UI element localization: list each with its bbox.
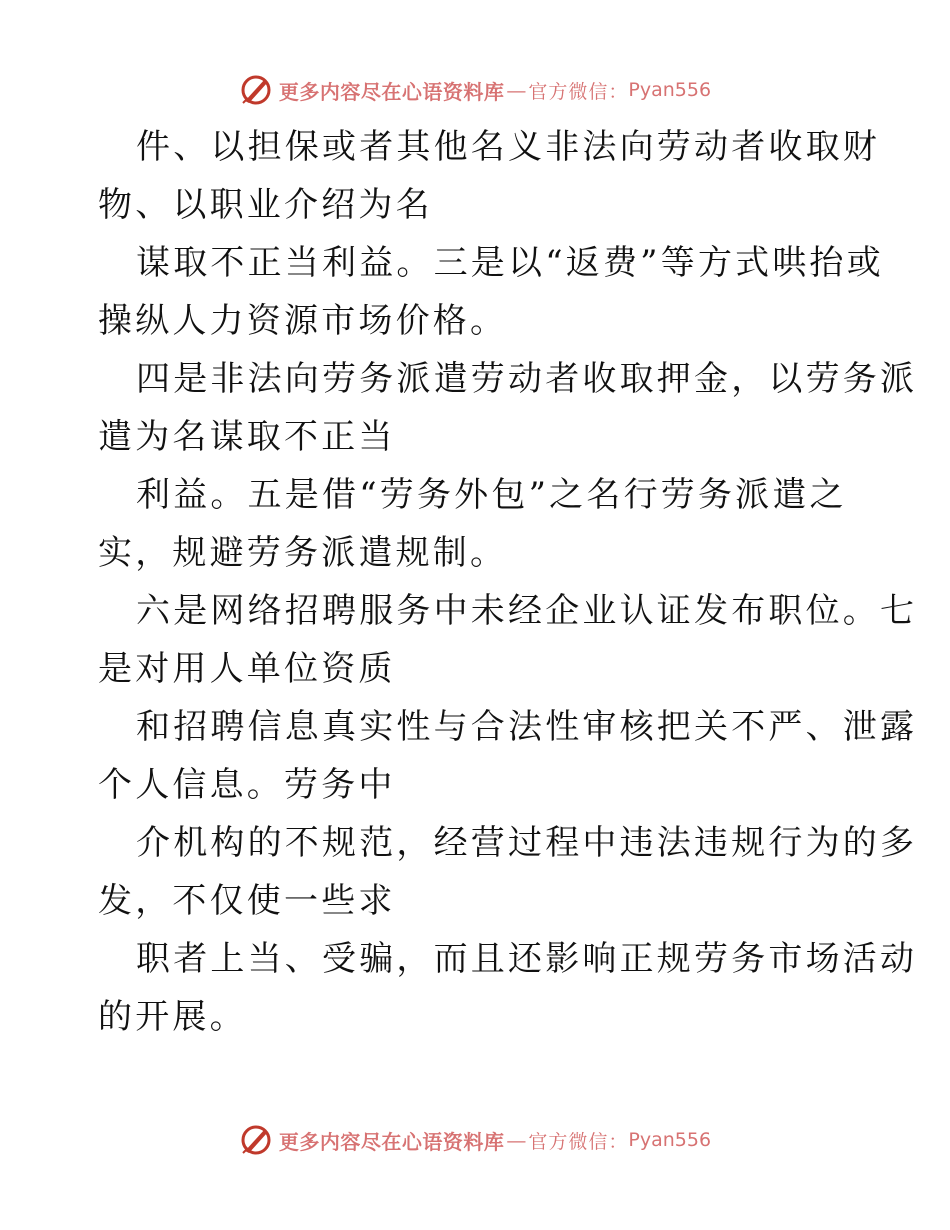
- text-line: 利益。五是借“劳务外包”之名行劳务派遣之: [136, 475, 847, 515]
- text-line: 发，不仅使一些求: [98, 881, 396, 921]
- banner-dash: —: [506, 78, 527, 102]
- banner-dash: —: [506, 1128, 527, 1152]
- wechat-id: Pyan556: [628, 1129, 712, 1151]
- text-line: 操纵人力资源市场价格。: [98, 301, 508, 341]
- text-line: 职者上当、受骗，而且还影响正规劳务市场活动: [136, 939, 918, 979]
- text-line: 是对用人单位资质: [98, 649, 396, 689]
- text-line: 四是非法向劳务派遣劳动者收取押金，以劳务派: [136, 359, 918, 399]
- text-line: 物、以职业介绍为名: [98, 185, 433, 225]
- body-text: [98, 118, 918, 1046]
- wechat-label: 官方微信：: [528, 80, 629, 103]
- text-line: 六是网络招聘服务中未经企业认证发布职位。七: [136, 591, 918, 631]
- text-line: 实，规避劳务派遣规制。: [98, 533, 508, 573]
- wechat-label: 官方微信：: [528, 1130, 629, 1153]
- text-line: 和招聘信息真实性与合法性审核把关不严、泄露: [136, 707, 918, 747]
- footer-banner: [0, 1120, 950, 1160]
- text-line: 介机构的不规范，经营过程中违法违规行为的多: [136, 823, 918, 863]
- wechat-id: Pyan556: [628, 79, 712, 101]
- site-name: 更多内容尽在心语资料库: [278, 79, 505, 104]
- text-line: 个人信息。劳务中: [98, 765, 396, 805]
- site-name: 更多内容尽在心语资料库: [278, 1129, 505, 1154]
- text-line: 遣为名谋取不正当: [98, 417, 396, 457]
- quill-logo-icon: [239, 73, 273, 107]
- text-line: 的开展。: [98, 997, 247, 1037]
- text-line: 件、以担保或者其他名义非法向劳动者收取财: [136, 127, 880, 167]
- quill-logo-icon: [239, 1123, 273, 1157]
- text-line: 谋取不正当利益。三是以“返费”等方式哄抬或: [136, 243, 884, 283]
- header-banner: [0, 70, 950, 110]
